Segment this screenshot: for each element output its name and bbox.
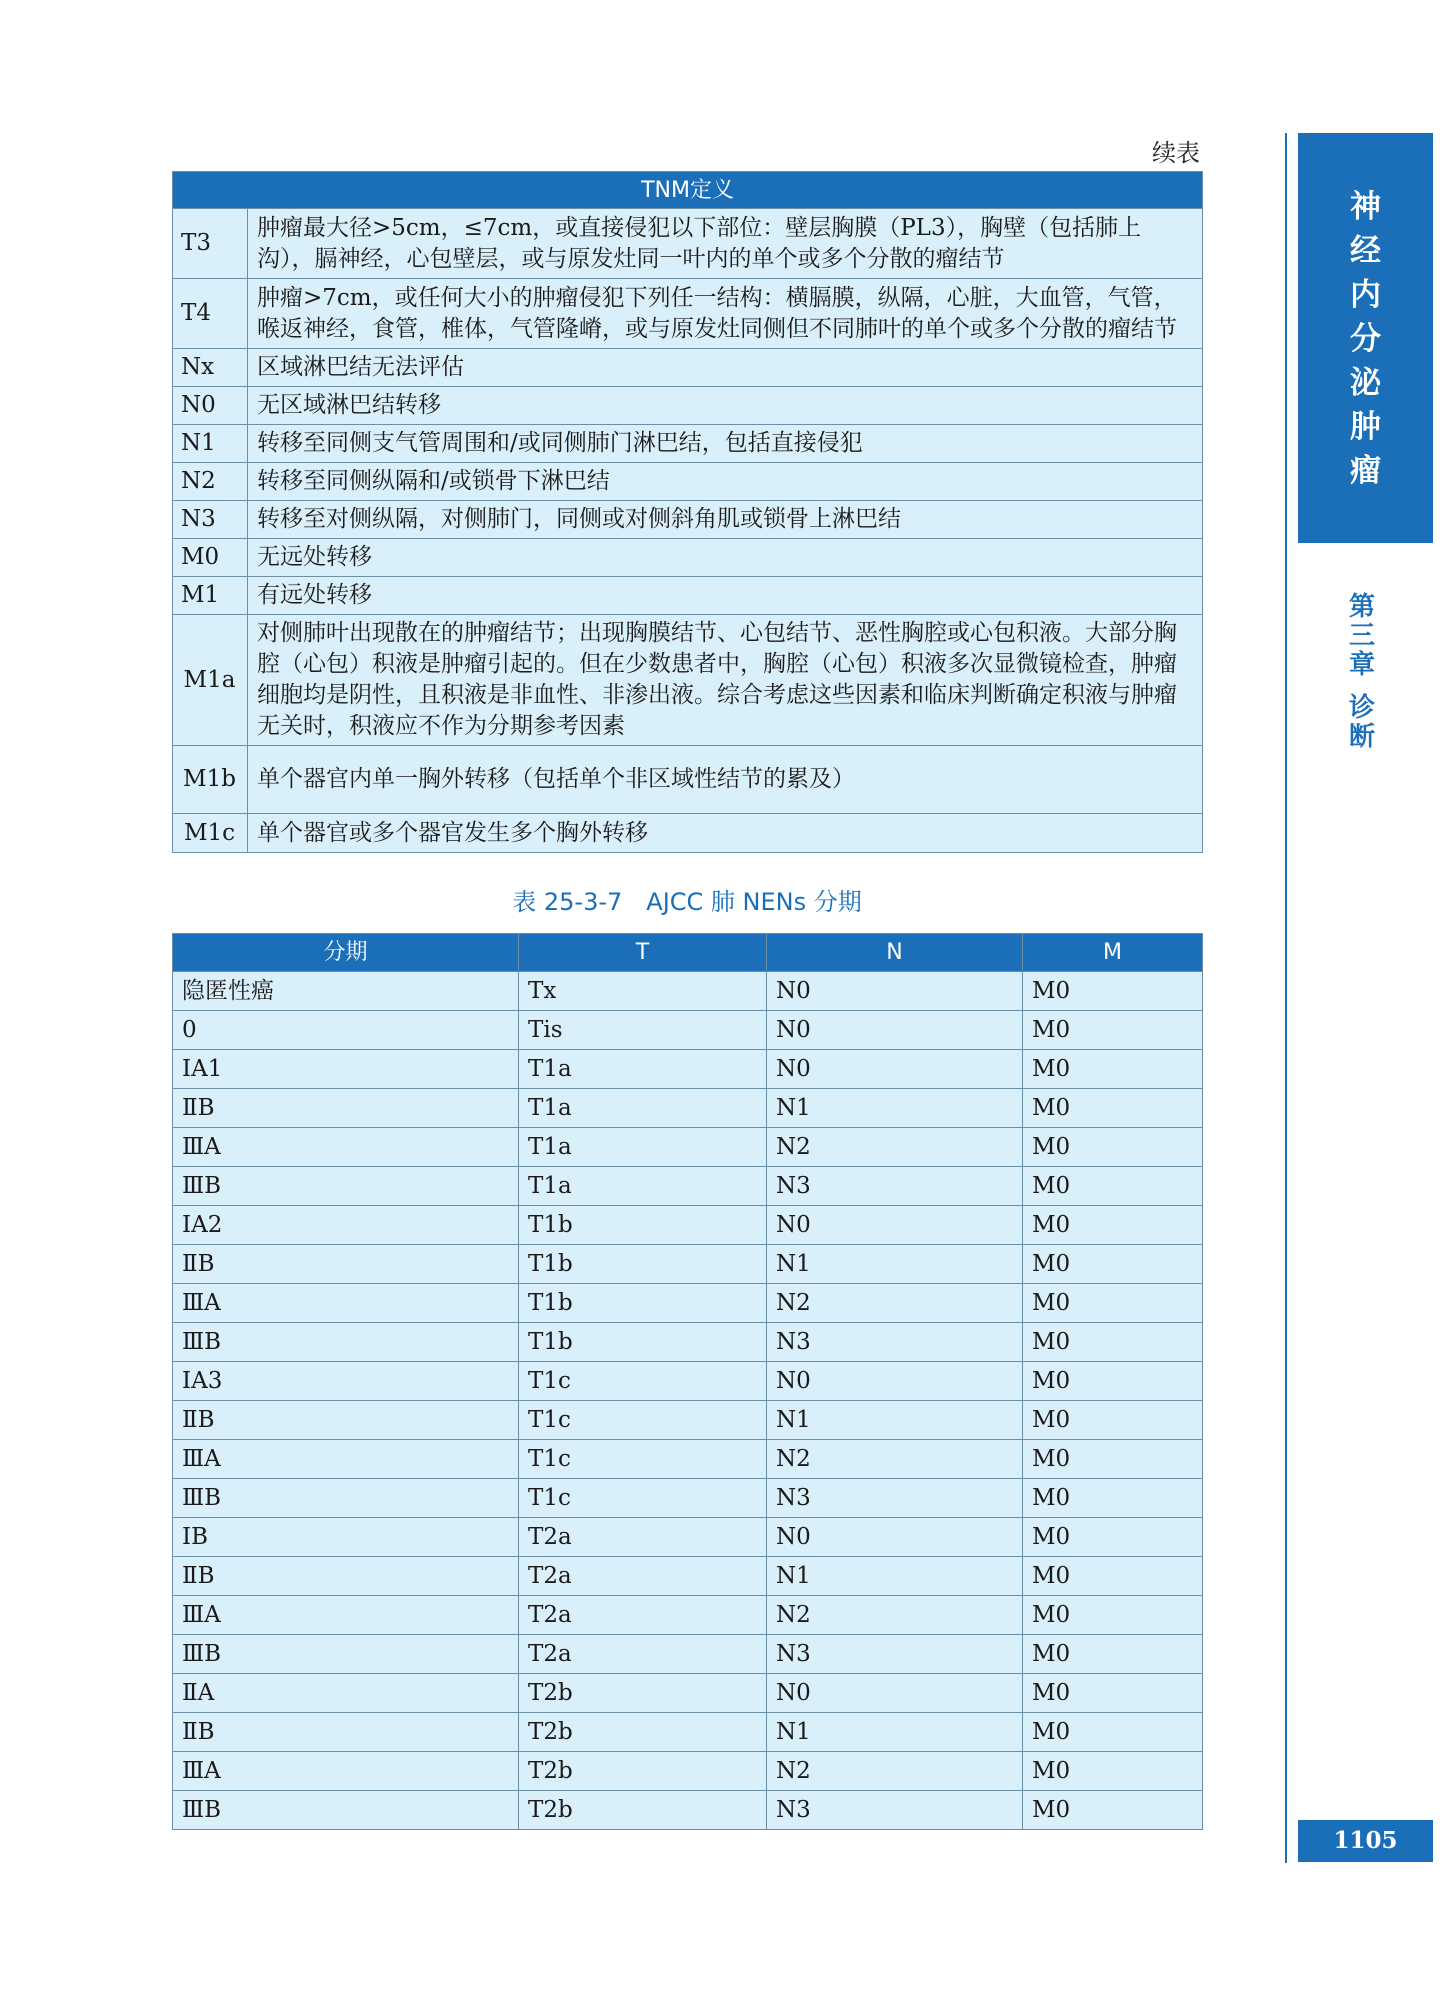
ajcc-staging-table — [172, 933, 1203, 1830]
n-cell: N2 — [767, 1128, 1023, 1167]
n-cell: N2 — [767, 1440, 1023, 1479]
table-row — [173, 814, 1203, 853]
tnm-description: 转移至同侧纵隔和/或锁骨下淋巴结 — [248, 463, 1203, 501]
m-cell: M0 — [1023, 1791, 1203, 1830]
t-cell: T1c — [519, 1401, 767, 1440]
table-row — [173, 1518, 1203, 1557]
tnm-description: 肿瘤最大径>5cm，≤7cm，或直接侵犯以下部位：壁层胸膜（PL3），胸壁（包括肺上沟），膈神经，心包壁层，或与原发灶同一叶内的单个或多个分散的瘤结节 — [248, 209, 1203, 279]
stage-cell: 0 — [173, 1011, 519, 1050]
m-cell: M0 — [1023, 1167, 1203, 1206]
n-cell: N0 — [767, 1011, 1023, 1050]
tnm-code: M1c — [173, 814, 248, 853]
table-row — [173, 501, 1203, 539]
m-cell: M0 — [1023, 1011, 1203, 1050]
t-cell: T1b — [519, 1245, 767, 1284]
tnm-description: 有远处转移 — [248, 577, 1203, 615]
m-cell: M0 — [1023, 1713, 1203, 1752]
tnm-code: Nx — [173, 349, 248, 387]
table-row — [173, 1284, 1203, 1323]
stage-cell: ⅢA — [173, 1440, 519, 1479]
m-cell: M0 — [1023, 1440, 1203, 1479]
table-row — [173, 577, 1203, 615]
table-row — [173, 1323, 1203, 1362]
stage-cell: ⅢB — [173, 1479, 519, 1518]
tnm-code: M1b — [173, 746, 248, 814]
tnm-description: 对侧肺叶出现散在的肿瘤结节；出现胸膜结节、心包结节、恶性胸腔或心包积液。大部分胸腔（心包）积液是肿瘤引起的。但在少数患者中，胸腔（心包）积液多次显微镜检查，肿瘤细胞均是阴性，且积液是非血性、非渗出液。综合考虑这些因素和临床判断确定积液与肿瘤无关时，积液应不作为分期参考因素 — [248, 615, 1203, 746]
tnm-description: 无远处转移 — [248, 539, 1203, 577]
n-cell: N0 — [767, 1518, 1023, 1557]
n-cell: N1 — [767, 1713, 1023, 1752]
tnm-definition-table — [172, 171, 1203, 853]
table-row — [173, 1362, 1203, 1401]
section-chapter: 第三章 — [1348, 592, 1375, 680]
table-caption: 表 25-3-7 AJCC 肺 NENs 分期 — [512, 888, 862, 916]
n-cell: N2 — [767, 1752, 1023, 1791]
n-cell: N1 — [767, 1401, 1023, 1440]
stage-cell: ⅢA — [173, 1284, 519, 1323]
table-row — [173, 1635, 1203, 1674]
column-header-stage: 分期 — [173, 934, 519, 972]
stage-cell: ⅢB — [173, 1635, 519, 1674]
table-row — [173, 746, 1203, 814]
tnm-description: 单个器官内单一胸外转移（包括单个非区域性结节的累及） — [248, 746, 1203, 814]
column-header-n: N — [767, 934, 1023, 972]
tnm-code: M0 — [173, 539, 248, 577]
t-cell: T1a — [519, 1089, 767, 1128]
tnm-code: N1 — [173, 425, 248, 463]
t-cell: T1a — [519, 1128, 767, 1167]
sidebar-divider — [1285, 133, 1287, 1863]
m-cell: M0 — [1023, 1401, 1203, 1440]
t-cell: Tis — [519, 1011, 767, 1050]
n-cell: N1 — [767, 1089, 1023, 1128]
table-row — [173, 1050, 1203, 1089]
m-cell: M0 — [1023, 1245, 1203, 1284]
m-cell: M0 — [1023, 1518, 1203, 1557]
n-cell: N3 — [767, 1635, 1023, 1674]
m-cell: M0 — [1023, 1050, 1203, 1089]
table-row — [173, 1401, 1203, 1440]
stage-cell: ⅠA1 — [173, 1050, 519, 1089]
stage-cell: ⅡA — [173, 1674, 519, 1713]
m-cell: M0 — [1023, 1479, 1203, 1518]
tnm-description: 转移至对侧纵隔，对侧肺门，同侧或对侧斜角肌或锁骨上淋巴结 — [248, 501, 1203, 539]
table-row — [173, 1713, 1203, 1752]
tnm-code: T3 — [173, 209, 248, 279]
t-cell: T2b — [519, 1752, 767, 1791]
tnm-table-header: TNM定义 — [173, 172, 1203, 209]
t-cell: T1a — [519, 1050, 767, 1089]
n-cell: N0 — [767, 1206, 1023, 1245]
stage-cell: ⅢA — [173, 1752, 519, 1791]
t-cell: T2a — [519, 1557, 767, 1596]
n-cell: N0 — [767, 1362, 1023, 1401]
table-row — [173, 1557, 1203, 1596]
n-cell: N0 — [767, 1674, 1023, 1713]
m-cell: M0 — [1023, 1596, 1203, 1635]
tnm-code: T4 — [173, 279, 248, 349]
chapter-title: 神经内分泌肿瘤 — [1350, 189, 1381, 489]
tnm-description: 转移至同侧支气管周围和/或同侧肺门淋巴结，包括直接侵犯 — [248, 425, 1203, 463]
table-row — [173, 539, 1203, 577]
tnm-description: 区域淋巴结无法评估 — [248, 349, 1203, 387]
t-cell: T2b — [519, 1713, 767, 1752]
chapter-tab — [1298, 133, 1433, 543]
continued-label: 续表 — [1152, 139, 1200, 167]
table-row — [173, 1752, 1203, 1791]
m-cell: M0 — [1023, 1362, 1203, 1401]
table-row — [173, 1440, 1203, 1479]
tnm-description: 单个器官或多个器官发生多个胸外转移 — [248, 814, 1203, 853]
stage-cell: ⅢA — [173, 1128, 519, 1167]
t-cell: T1c — [519, 1440, 767, 1479]
tnm-code: M1 — [173, 577, 248, 615]
stage-cell: ⅡB — [173, 1557, 519, 1596]
table-row — [173, 1479, 1203, 1518]
stage-cell: ⅠA3 — [173, 1362, 519, 1401]
stage-cell: ⅢA — [173, 1596, 519, 1635]
stage-cell: ⅠA2 — [173, 1206, 519, 1245]
n-cell: N3 — [767, 1167, 1023, 1206]
m-cell: M0 — [1023, 1089, 1203, 1128]
n-cell: N3 — [767, 1479, 1023, 1518]
m-cell: M0 — [1023, 1674, 1203, 1713]
tnm-description: 肿瘤>7cm，或任何大小的肿瘤侵犯下列任一结构：横膈膜，纵隔，心脏，大血管，气管，喉返神经，食管，椎体，气管隆嵴，或与原发灶同侧但不同肺叶的单个或多个分散的瘤结节 — [248, 279, 1203, 349]
t-cell: T2a — [519, 1596, 767, 1635]
n-cell: N2 — [767, 1284, 1023, 1323]
table-row — [173, 425, 1203, 463]
n-cell: N1 — [767, 1245, 1023, 1284]
t-cell: T1b — [519, 1206, 767, 1245]
n-cell: N3 — [767, 1791, 1023, 1830]
table-row — [173, 387, 1203, 425]
stage-cell: ⅢB — [173, 1323, 519, 1362]
m-cell: M0 — [1023, 1635, 1203, 1674]
table-row — [173, 463, 1203, 501]
m-cell: M0 — [1023, 1128, 1203, 1167]
table-row — [173, 1206, 1203, 1245]
t-cell: T2b — [519, 1674, 767, 1713]
stage-cell: ⅡB — [173, 1245, 519, 1284]
table-row — [173, 1674, 1203, 1713]
n-cell: N0 — [767, 972, 1023, 1011]
t-cell: T1c — [519, 1362, 767, 1401]
t-cell: Tx — [519, 972, 767, 1011]
table-row — [173, 1128, 1203, 1167]
table-row — [173, 349, 1203, 387]
section-title: 诊断 — [1348, 693, 1375, 752]
table-row — [173, 1089, 1203, 1128]
m-cell: M0 — [1023, 1557, 1203, 1596]
table-row — [173, 1791, 1203, 1830]
table-row — [173, 1011, 1203, 1050]
page-number: 1105 — [1298, 1820, 1433, 1862]
table-row — [173, 1245, 1203, 1284]
t-cell: T2b — [519, 1791, 767, 1830]
stage-cell: 隐匿性癌 — [173, 972, 519, 1011]
t-cell: T2a — [519, 1518, 767, 1557]
m-cell: M0 — [1023, 1284, 1203, 1323]
n-cell: N3 — [767, 1323, 1023, 1362]
tnm-code: N2 — [173, 463, 248, 501]
tnm-code: N3 — [173, 501, 248, 539]
t-cell: T1a — [519, 1167, 767, 1206]
table-row — [173, 209, 1203, 279]
m-cell: M0 — [1023, 1323, 1203, 1362]
table-row — [173, 615, 1203, 746]
table-row — [173, 972, 1203, 1011]
n-cell: N2 — [767, 1596, 1023, 1635]
stage-cell: ⅡB — [173, 1401, 519, 1440]
table-row — [173, 1167, 1203, 1206]
column-header-m: M — [1023, 934, 1203, 972]
t-cell: T1b — [519, 1323, 767, 1362]
table-row — [173, 279, 1203, 349]
t-cell: T2a — [519, 1635, 767, 1674]
stage-cell: ⅢB — [173, 1167, 519, 1206]
table-row — [173, 1596, 1203, 1635]
section-label — [1342, 593, 1382, 752]
m-cell: M0 — [1023, 1752, 1203, 1791]
column-header-t: T — [519, 934, 767, 972]
n-cell: N0 — [767, 1050, 1023, 1089]
stage-cell: ⅠB — [173, 1518, 519, 1557]
m-cell: M0 — [1023, 1206, 1203, 1245]
t-cell: T1b — [519, 1284, 767, 1323]
stage-cell: ⅡB — [173, 1713, 519, 1752]
stage-cell: ⅢB — [173, 1791, 519, 1830]
tnm-code: N0 — [173, 387, 248, 425]
n-cell: N1 — [767, 1557, 1023, 1596]
tnm-description: 无区域淋巴结转移 — [248, 387, 1203, 425]
tnm-code: M1a — [173, 615, 248, 746]
t-cell: T1c — [519, 1479, 767, 1518]
stage-cell: ⅡB — [173, 1089, 519, 1128]
m-cell: M0 — [1023, 972, 1203, 1011]
